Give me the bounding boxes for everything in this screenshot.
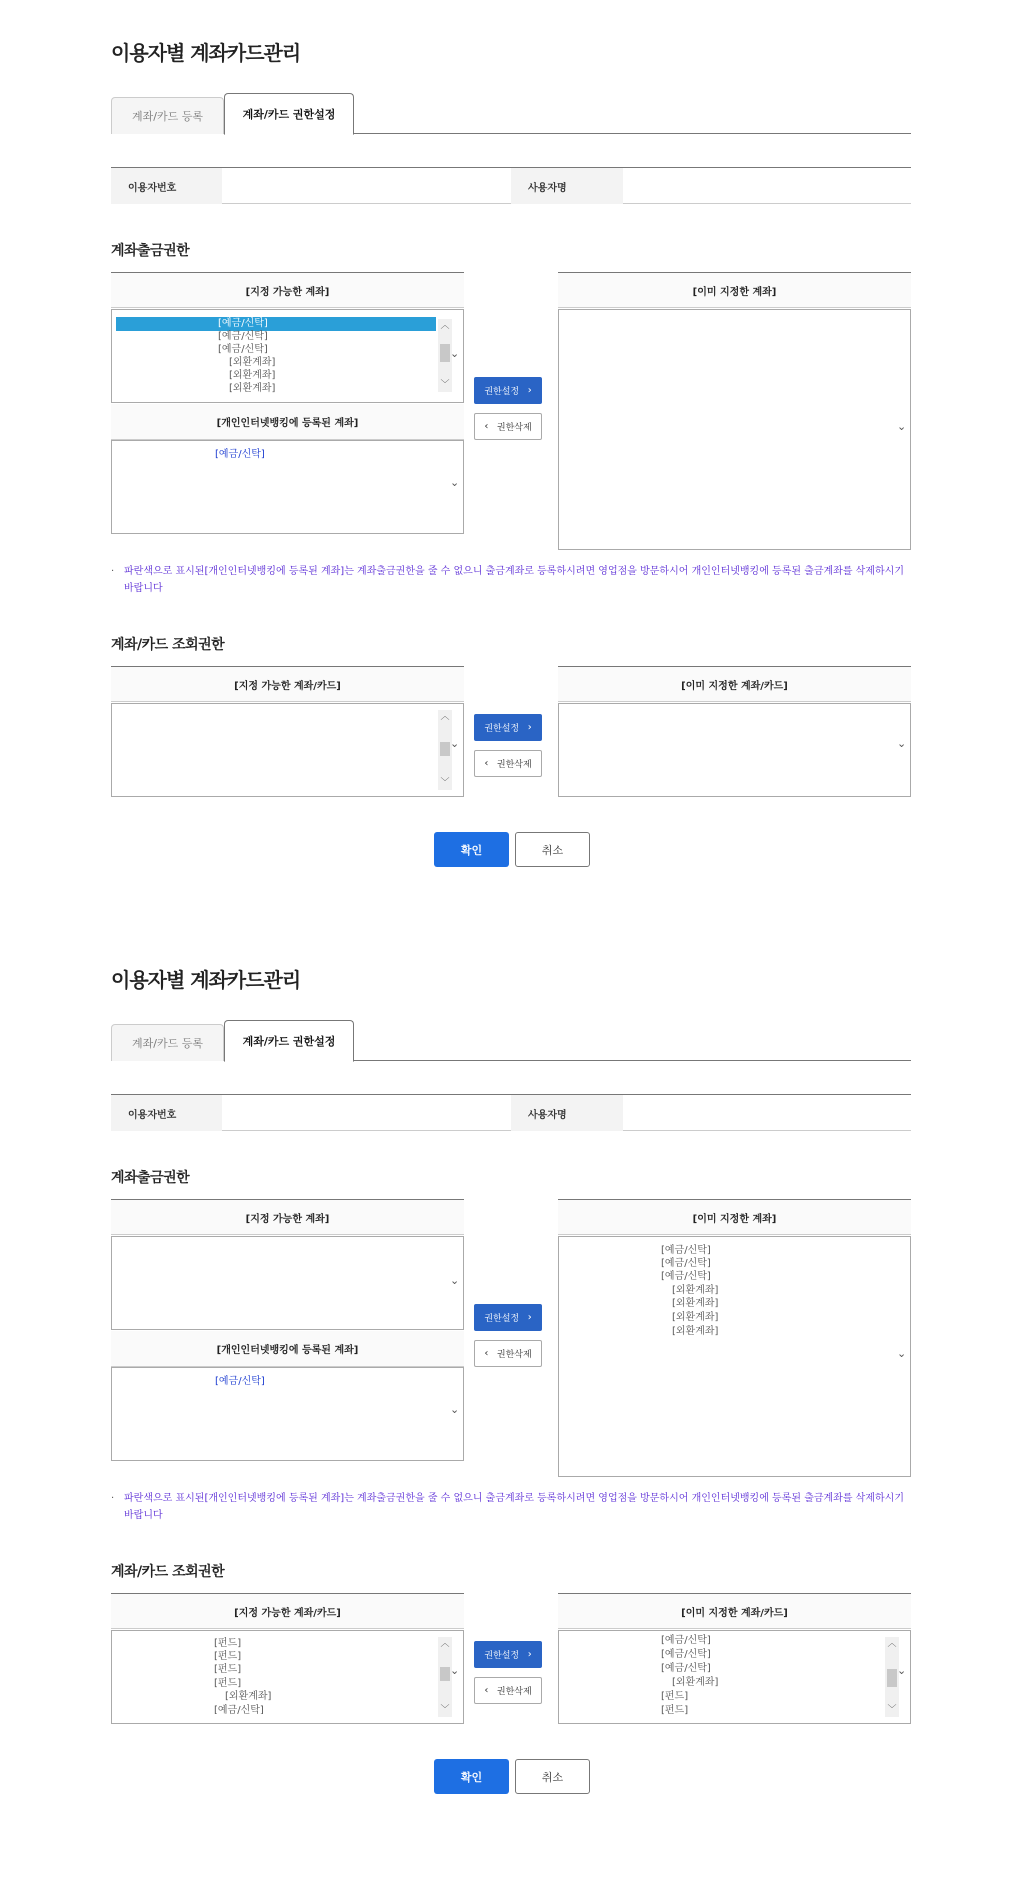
- list-item[interactable]: [예금/신탁]: [661, 1258, 711, 1269]
- chevron-down-icon[interactable]: ⌄: [897, 420, 907, 433]
- assigned-cards-list[interactable]: [558, 1630, 911, 1724]
- blue-account-notice: [111, 1490, 911, 1524]
- tab-bar: [111, 95, 911, 134]
- cancel-button[interactable]: 취소: [515, 1759, 590, 1794]
- set-permission-label: 권한설정: [484, 1314, 520, 1324]
- bullet-icon: ·: [111, 1493, 115, 1504]
- set-permission-label: 권한설정: [484, 1651, 520, 1661]
- list-item[interactable]: [외환계좌]: [672, 1326, 719, 1337]
- scroll-thumb[interactable]: [440, 1667, 450, 1681]
- scroll-thumb[interactable]: [440, 344, 450, 362]
- cancel-button[interactable]: 취소: [515, 832, 590, 867]
- delete-permission-button[interactable]: [474, 750, 542, 777]
- user-name-value: [623, 168, 911, 204]
- list-item[interactable]: [외환계좌]: [672, 1285, 719, 1296]
- delete-permission-label: 권한삭제: [496, 1687, 532, 1697]
- delete-permission-label: 권한삭제: [496, 423, 532, 433]
- list-item[interactable]: [예금/신탁]: [661, 1635, 711, 1646]
- registered-accounts-header: [개인인터넷뱅킹에 등록된 계좌]: [111, 404, 464, 440]
- assigned-cards-header: [이미 지정한 계좌/카드]: [558, 666, 911, 702]
- set-permission-label: 권한설정: [484, 387, 520, 397]
- withdraw-section-title: 계좌출금권한: [111, 1170, 190, 1186]
- list-item[interactable]: [펀드]: [661, 1691, 689, 1702]
- chevron-down-icon[interactable]: ⌄: [450, 1274, 460, 1287]
- scroll-up-icon[interactable]: ︿: [440, 321, 450, 331]
- chevron-down-icon[interactable]: ⌄: [450, 476, 460, 489]
- set-permission-label: 권한설정: [484, 724, 520, 734]
- list-item[interactable]: [펀드]: [214, 1638, 242, 1649]
- chevron-down-icon[interactable]: ⌄: [450, 1403, 460, 1416]
- scroll-down-icon[interactable]: ﹀: [887, 1705, 897, 1715]
- registered-accounts-list[interactable]: [111, 440, 464, 534]
- assigned-accounts-header: [이미 지정한 계좌]: [558, 272, 911, 308]
- scroll-down-icon[interactable]: ﹀: [440, 1705, 450, 1715]
- list-item[interactable]: [예금/신탁]: [116, 317, 436, 331]
- list-item[interactable]: [외환계좌]: [672, 1677, 719, 1688]
- list-item[interactable]: [예금/신탁]: [661, 1271, 711, 1282]
- chevron-down-icon[interactable]: ⌄: [897, 1664, 907, 1677]
- chevron-right-icon: ›: [527, 1649, 532, 1660]
- list-item[interactable]: [펀드]: [661, 1705, 689, 1716]
- set-permission-button[interactable]: [474, 714, 542, 741]
- assigned-accounts-header: [이미 지정한 계좌]: [558, 1199, 911, 1235]
- scroll-down-icon[interactable]: ﹀: [440, 380, 450, 390]
- user-name-label: 사용자명: [511, 1095, 623, 1131]
- assigned-cards-header: [이미 지정한 계좌/카드]: [558, 1593, 911, 1629]
- list-item[interactable]: [예금/신탁]: [218, 344, 268, 355]
- list-item[interactable]: [외환계좌]: [672, 1298, 719, 1309]
- chevron-down-icon[interactable]: ⌄: [450, 737, 460, 750]
- tab-account-card-register[interactable]: 계좌/카드 등록: [111, 97, 224, 134]
- available-cards-list[interactable]: [111, 1630, 464, 1724]
- set-permission-button[interactable]: [474, 1304, 542, 1331]
- list-item[interactable]: [외환계좌]: [672, 1312, 719, 1323]
- list-item[interactable]: [예금/신탁]: [661, 1663, 711, 1674]
- user-number-value: [222, 1095, 511, 1131]
- confirm-button[interactable]: 확인: [434, 832, 509, 867]
- available-cards-list[interactable]: [111, 703, 464, 797]
- registered-accounts-list[interactable]: [111, 1367, 464, 1461]
- chevron-down-icon[interactable]: ⌄: [897, 737, 907, 750]
- user-number-value: [222, 168, 511, 204]
- chevron-left-icon: ‹: [484, 1685, 489, 1696]
- scroll-down-icon[interactable]: ﹀: [440, 778, 450, 788]
- tab-account-card-permission[interactable]: 계좌/카드 권한설정: [224, 93, 354, 135]
- user-number-label: 이용자번호: [111, 1095, 222, 1131]
- delete-permission-button[interactable]: [474, 1340, 542, 1367]
- list-item[interactable]: [예금/신탁]: [215, 1376, 265, 1387]
- scrollbar[interactable]: [885, 1637, 899, 1717]
- delete-permission-label: 권한삭제: [496, 1350, 532, 1360]
- set-permission-button[interactable]: [474, 1641, 542, 1668]
- scroll-up-icon[interactable]: ︿: [887, 1639, 897, 1649]
- list-item[interactable]: [외환계좌]: [229, 357, 276, 368]
- scroll-up-icon[interactable]: ︿: [440, 712, 450, 722]
- assigned-cards-list[interactable]: [558, 703, 911, 797]
- blue-account-notice: [111, 563, 911, 597]
- chevron-down-icon[interactable]: ⌄: [450, 1664, 460, 1677]
- tab-account-card-permission[interactable]: 계좌/카드 권한설정: [224, 1020, 354, 1062]
- available-accounts-list[interactable]: [111, 309, 464, 403]
- withdraw-section-title: 계좌출금권한: [111, 243, 190, 259]
- chevron-left-icon: ‹: [484, 421, 489, 432]
- list-item[interactable]: [펀드]: [214, 1651, 242, 1662]
- chevron-left-icon: ‹: [484, 1348, 489, 1359]
- bullet-icon: ·: [111, 566, 115, 577]
- chevron-down-icon[interactable]: ⌄: [897, 1347, 907, 1360]
- list-item[interactable]: [외환계좌]: [225, 1691, 272, 1702]
- assigned-accounts-list[interactable]: [558, 309, 911, 550]
- list-item[interactable]: [예금/신탁]: [661, 1245, 711, 1256]
- delete-permission-button[interactable]: [474, 413, 542, 440]
- available-accounts-header: [지정 가능한 계좌]: [111, 272, 464, 308]
- list-item[interactable]: [펀드]: [214, 1678, 242, 1689]
- notice-text: 파란색으로 표시된[개인인터넷뱅킹에 등록된 계좌]는 계좌출금권한을 줄 수 없으니 출금계좌로 등록하시려면 영업점을 방문하시어 개인인터넷뱅킹에 등록된 출금계좌를 삭제하시기 바랍니다: [124, 1493, 904, 1521]
- scroll-thumb[interactable]: [887, 1669, 897, 1687]
- chevron-left-icon: ‹: [484, 758, 489, 769]
- user-info-row: [111, 1094, 911, 1131]
- chevron-right-icon: ›: [527, 1312, 532, 1323]
- scrollbar[interactable]: [438, 710, 452, 790]
- inquiry-section-title: 계좌/카드 조회권한: [111, 637, 225, 653]
- registered-accounts-header: [개인인터넷뱅킹에 등록된 계좌]: [111, 1331, 464, 1367]
- list-item[interactable]: [예금/신탁]: [661, 1649, 711, 1660]
- account-card-panel-1: [111, 0, 911, 920]
- list-item[interactable]: [펀드]: [214, 1664, 242, 1675]
- user-number-label: 이용자번호: [111, 168, 222, 204]
- user-name-label: 사용자명: [511, 168, 623, 204]
- page-title: 이용자별 계좌카드관리: [111, 968, 301, 992]
- page-title: 이용자별 계좌카드관리: [111, 41, 301, 65]
- chevron-right-icon: ›: [527, 385, 532, 396]
- available-cards-header: [지정 가능한 계좌/카드]: [111, 666, 464, 702]
- delete-permission-button[interactable]: [474, 1677, 542, 1704]
- set-permission-button[interactable]: [474, 377, 542, 404]
- tab-bar: [111, 1022, 911, 1061]
- inquiry-section-title: 계좌/카드 조회권한: [111, 1564, 225, 1580]
- scrollbar[interactable]: [438, 1637, 452, 1717]
- confirm-button[interactable]: 확인: [434, 1759, 509, 1794]
- list-item[interactable]: [예금/신탁]: [214, 1705, 264, 1714]
- scroll-up-icon[interactable]: ︿: [440, 1639, 450, 1649]
- chevron-right-icon: ›: [527, 722, 532, 733]
- notice-text: 파란색으로 표시된[개인인터넷뱅킹에 등록된 계좌]는 계좌출금권한을 줄 수 없으니 출금계좌로 등록하시려면 영업점을 방문하시어 개인인터넷뱅킹에 등록된 출금계좌를 삭제하시기 바랍니다: [124, 566, 904, 594]
- list-item[interactable]: [외환계좌]: [229, 370, 276, 381]
- available-accounts-header: [지정 가능한 계좌]: [111, 1199, 464, 1235]
- user-name-value: [623, 1095, 911, 1131]
- user-info-row: [111, 167, 911, 204]
- account-card-panel-2: [111, 927, 911, 1847]
- available-cards-header: [지정 가능한 계좌/카드]: [111, 1593, 464, 1629]
- delete-permission-label: 권한삭제: [496, 760, 532, 770]
- available-accounts-list[interactable]: [111, 1236, 464, 1330]
- assigned-accounts-list[interactable]: [558, 1236, 911, 1477]
- list-item[interactable]: [외환계좌]: [229, 383, 276, 394]
- tab-account-card-register[interactable]: 계좌/카드 등록: [111, 1024, 224, 1061]
- scroll-thumb[interactable]: [440, 742, 450, 756]
- chevron-down-icon[interactable]: ⌄: [450, 347, 460, 360]
- list-item[interactable]: [예금/신탁]: [218, 331, 268, 342]
- list-item[interactable]: [예금/신탁]: [215, 449, 265, 460]
